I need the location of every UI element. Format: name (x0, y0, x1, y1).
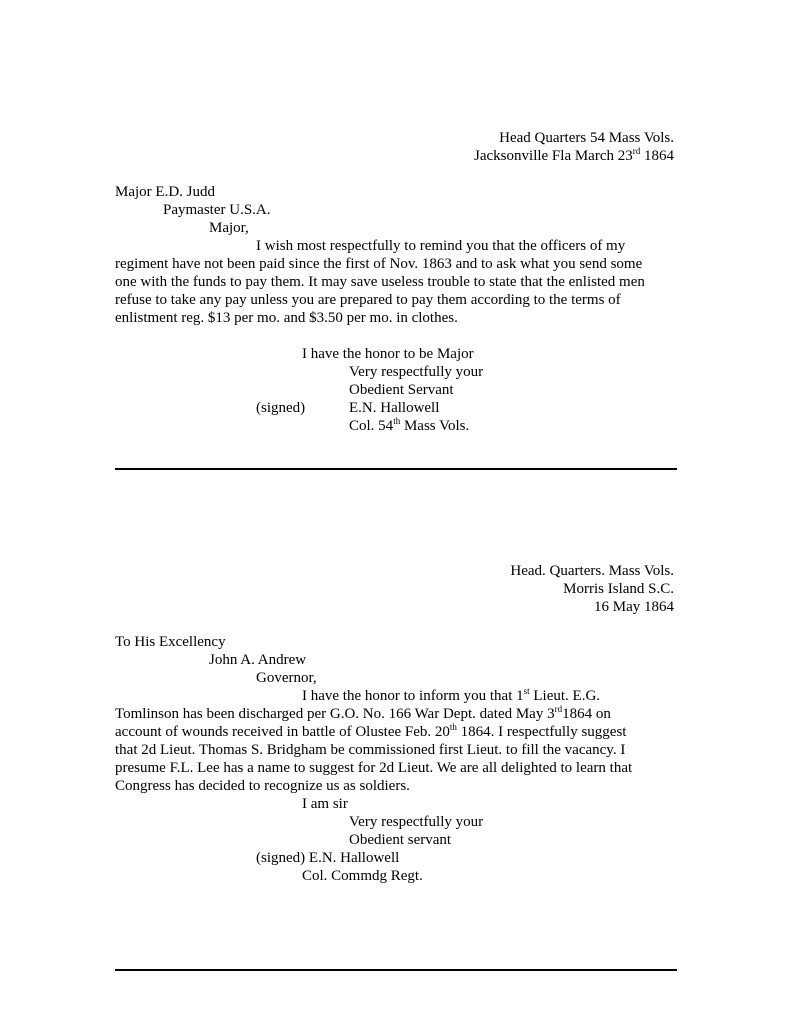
letter2-closing-iam: I am sir (302, 796, 348, 812)
letter1-addressee-title: Paymaster U.S.A. (163, 202, 271, 218)
letter1-body-line3: one with the funds to pay them. It may save useless trouble to state that the enlisted men (115, 274, 645, 290)
letter2-addressee-line1: To His Excellency (115, 634, 226, 650)
letter2-body-line6: Congress has decided to recognize us as soldiers. (115, 778, 410, 794)
letter2-body-line5: presume F.L. Lee has a name to suggest for 2d Lieut. We are all delighted to learn that (115, 760, 633, 776)
letter1-salutation: Major, (209, 220, 249, 236)
section-divider-top (115, 468, 677, 470)
letter2-header-line1: Head. Quarters. Mass Vols. (510, 563, 674, 579)
letter1-signed-label: (signed) (256, 400, 306, 416)
letter2-body-line3: account of wounds received in battle of Olustee Feb. 20th 1864. I respectfully suggest (115, 722, 627, 740)
letter1-closing-servant: Obedient Servant (349, 382, 454, 398)
letter2-salutation: Governor, (256, 670, 317, 686)
letter1-body-line1: I wish most respectfully to remind you that the officers of my (256, 238, 626, 254)
section-divider-bottom (115, 969, 677, 971)
letter2-body-line4: that 2d Lieut. Thomas S. Bridgham be commissioned first Lieut. to fill the vacancy. I (115, 742, 626, 758)
letter1-signer-title: Col. 54th Mass Vols. (349, 416, 470, 434)
letter1-addressee-name: Major E.D. Judd (115, 184, 215, 200)
letter1-body-line2: regiment have not been paid since the first of Nov. 1863 and to ask what you send some (115, 256, 643, 272)
letter2-addressee-name: John A. Andrew (209, 652, 307, 668)
letter2-signer-title: Col. Commdg Regt. (302, 868, 423, 884)
letter2-body-line1: I have the honor to inform you that 1st Lieut. E.G. (302, 686, 601, 704)
letter1-signer-name: E.N. Hallowell (349, 400, 440, 416)
letter1-header-line1: Head Quarters 54 Mass Vols. (499, 130, 674, 146)
letter2-closing-servant: Obedient servant (349, 832, 452, 848)
letter1-closing-respect: Very respectfully your (349, 364, 484, 380)
letter1-body-line4: refuse to take any pay unless you are prepared to pay them according to the terms of (115, 292, 621, 308)
letter2-header-line2: Morris Island S.C. (563, 581, 674, 597)
letter1-body-line5: enlistment reg. $13 per mo. and $3.50 per mo. in clothes. (115, 310, 458, 326)
letter1-header-line2: Jacksonville Fla March 23rd 1864 (474, 146, 674, 164)
letter2-closing-respect: Very respectfully your (349, 814, 484, 830)
letter2-header-line3: 16 May 1864 (594, 599, 674, 615)
letter1-closing-honor: I have the honor to be Major (302, 346, 474, 362)
letter2-signed-name: (signed) E.N. Hallowell (256, 850, 400, 866)
letter2-body-line2: Tomlinson has been discharged per G.O. No. 166 War Dept. dated May 3rd1864 on (115, 704, 611, 722)
